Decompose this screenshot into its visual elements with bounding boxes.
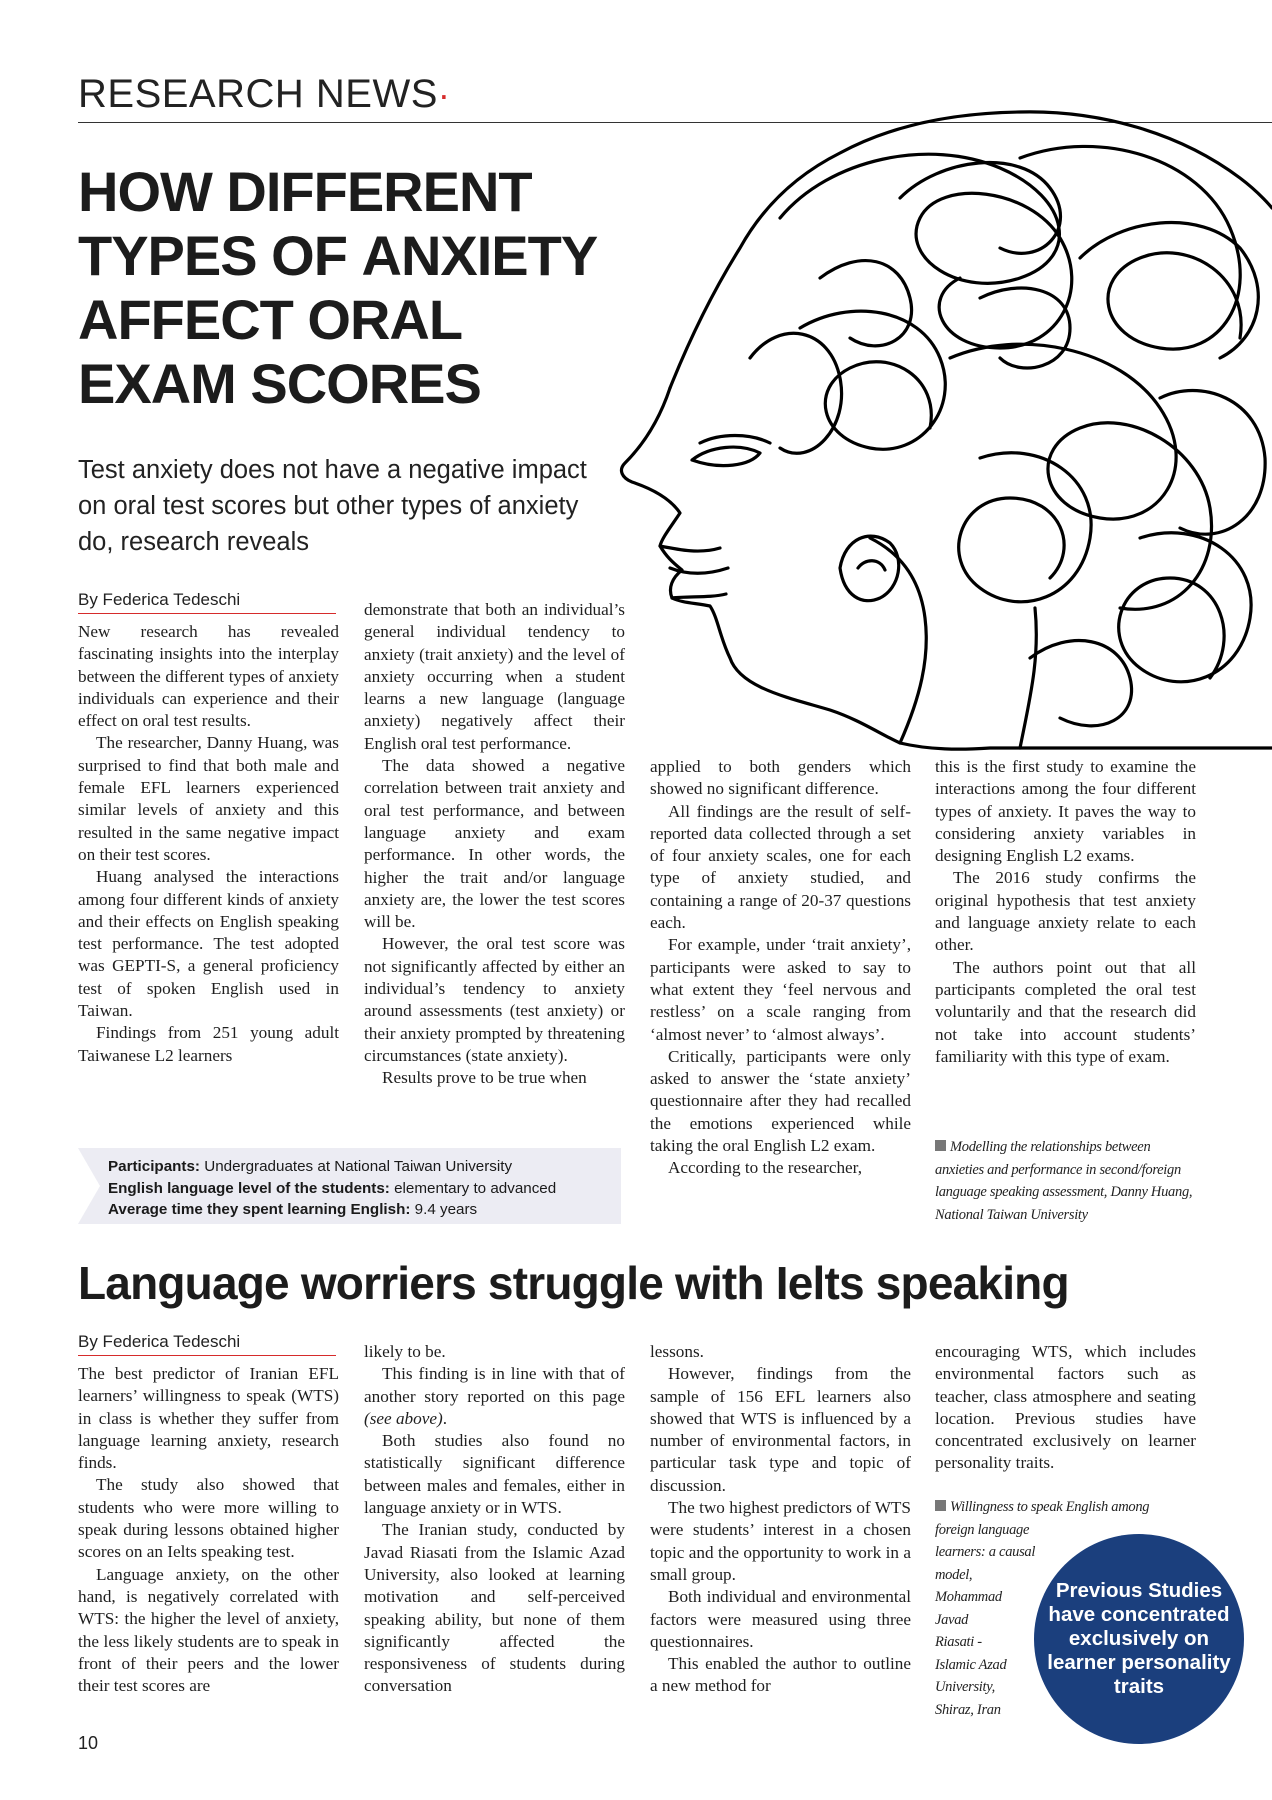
caption-line: model, (935, 1566, 973, 1583)
paragraph: encouraging WTS, which includes environmental factors such as teacher, class atmosphere and seating location. Previous studies have concentrated exclusively on learner personality traits. (935, 1342, 1196, 1473)
paragraph: applied to both genders which showed no significant difference. (650, 757, 911, 799)
article2-column-3 (650, 1341, 911, 1698)
infobox-line: Participants: Undergraduates at National Taiwan University (108, 1158, 513, 1175)
infobox-line: Average time they spent learning English: 9.4 years (108, 1201, 478, 1218)
infobox-lines (108, 1156, 556, 1221)
paragraph: This finding is in line with that of another story reported on this page (see above). (364, 1364, 625, 1428)
headline-line: AFFECT ORAL (78, 288, 463, 351)
paragraph: The study also showed that students who were more willing to speak during lessons obtained higher scores on an Ielts speaking test. (78, 1475, 339, 1562)
paragraph: This enabled the author to outline a new method for (650, 1654, 911, 1696)
article2-column-2 (364, 1341, 625, 1698)
paragraph: this is the first study to examine the interactions among the four different types of anxiety. It paves the way to considering anxiety variables in designing English L2 exams. (935, 757, 1196, 866)
pull-quote-circle (1034, 1534, 1244, 1744)
paragraph: The authors point out that all participants completed the oral test voluntarily and that the research did not take into account students’ familiarity with this type of exam. (935, 957, 1196, 1066)
article2-byline: By Federica Tedeschi (78, 1332, 336, 1356)
page-number: 10 (78, 1733, 99, 1753)
participants-infobox (78, 1148, 621, 1224)
caption-line: Mohammad (935, 1589, 1002, 1605)
head-scribble-illustration (600, 98, 1272, 760)
article2-column-1 (78, 1363, 339, 1697)
paragraph: likely to be. (364, 1342, 446, 1361)
caption-line: Javad (935, 1611, 969, 1628)
paragraph: All findings are the result of self-reported data collected through a set of four anxiety scales, one for each type of anxiety studied, and containing a range of 20-37 questions each. (650, 801, 911, 933)
paragraph: The researcher, Danny Huang, was surprised to find that both male and female EFL learners experienced similar levels of anxiety and this resulted in the same negative impact on their test scores. (78, 733, 339, 864)
article1-byline: By Federica Tedeschi (78, 590, 336, 614)
paragraph: Both individual and environmental factors were measured using three questionnaires. (650, 1587, 911, 1651)
caption-line: Willingness to speak English among (935, 1496, 1200, 1519)
paragraph: According to the researcher, (668, 1158, 863, 1178)
section-label: RESEARCH NEWS· (78, 72, 451, 116)
paragraph: The 2016 study confirms the original hypothesis that test anxiety and language anxiety relate to each other. (935, 868, 1196, 955)
pull-quote-text: Previous Studies have concentrated exclusively on learner personality traits (1047, 1579, 1231, 1698)
headline-line: HOW DIFFERENT (78, 160, 532, 223)
caption-line: University, (935, 1679, 995, 1695)
article1-column-4 (935, 756, 1196, 1068)
caption-line: foreign language (935, 1521, 1030, 1538)
infobox-line: English language level of the students: elementary to advanced (108, 1179, 557, 1197)
caption-line: learners: a causal (935, 1544, 1036, 1560)
paragraph: New research has revealed fascinating insights into the interplay between the different types of anxiety individuals can experience and their effect on oral test results. (78, 622, 339, 731)
article1-subhead: Test anxiety does not have a negative impact on oral test scores but other types of anxiety do, research reveals (78, 456, 587, 556)
article2-column-4 (935, 1341, 1196, 1475)
paragraph: The Iranian study, conducted by Javad Riasati from the Islamic Azad University, also looked at learning motivation and self-perceived speaking ability, but none of them significantly affected the responsiveness of students during conversation (364, 1520, 625, 1696)
article2-headline: Language worriers struggle with Ielts speaking (78, 1257, 1069, 1309)
caption-line: Islamic Azad (935, 1656, 1007, 1673)
paragraph: lessons. (650, 1342, 704, 1361)
article1-column-3 (650, 756, 911, 1180)
section-label-dot: · (437, 74, 451, 115)
caption-square-icon (935, 1500, 946, 1511)
paragraph: Results prove to be true when (382, 1068, 587, 1088)
paragraph: demonstrate that both an individual’s general individual tendency to anxiety (trait anxiety) and the level of anxiety occurring when a student learns a new language (language anxiety) negatively affect their English oral test performance. (364, 600, 625, 753)
paragraph: Findings from 251 young adult Taiwanese L2 learners (78, 1023, 339, 1065)
paragraph: The best predictor of Iranian EFL learners’ willingness to speak (WTS) in class is whether they suffer from language learning anxiety, research finds. (78, 1364, 339, 1473)
paragraph: Language anxiety, on the other hand, is negatively correlated with WTS: the higher the level of anxiety, the less likely students are to speak in front of their peers and the lower their test scores are (78, 1564, 339, 1696)
paragraph: Both studies also found no statistically significant difference between males and females, either in language anxiety or in WTS. (364, 1431, 625, 1518)
paragraph: However, findings from the sample of 156 EFL learners also showed that WTS is influenced by a number of environmental factors, in particular task type and topic of discussion. (650, 1364, 911, 1495)
headline-line: EXAM SCORES (78, 352, 481, 415)
caption-line: Shiraz, Iran (935, 1701, 1001, 1718)
paragraph: The two highest predictors of WTS were students’ interest in a chosen topic and the opportunity to work in a small group. (650, 1498, 911, 1584)
infobox-notch (78, 1148, 100, 1224)
article1-column-1 (78, 621, 339, 1067)
article1-caption: Modelling the relationships between anxieties and performance in second/foreign language speaking assessment, Danny Huang, National Taiwan University (935, 1139, 1193, 1223)
article1-column-2 (364, 599, 625, 1090)
article1-headline (78, 160, 638, 416)
paragraph: Huang analysed the interactions among four different kinds of anxiety and their effects on English speaking test performance. The test adopted was GEPTI-S, a general proficiency test of spoken English used in Taiwan. (78, 867, 339, 1021)
paragraph: The data showed a negative correlation between trait anxiety and oral test performance, and between language anxiety and exam performance. In other words, the higher the trait and/or language anxiety are, the lower the test scores will be. (364, 756, 625, 932)
headline-line: TYPES OF ANXIETY (78, 224, 598, 287)
paragraph: Critically, participants were only asked to answer the ‘state anxiety’ questionnaire after they had recalled the emotions experienced while taking the oral English L2 exam. (650, 1046, 911, 1156)
caption-line: Riasati - (935, 1634, 982, 1650)
paragraph: For example, under ‘trait anxiety’, participants were asked to say to what extent they ‘feel nervous and restless’ on a scale ranging from ‘almost never’ to ‘almost always’. (650, 935, 911, 1044)
caption-square-icon (935, 1140, 946, 1151)
paragraph: However, the oral test score was not significantly affected by either an individual’s tendency to anxiety around assessments (test anxiety) or their anxiety prompted by threatening circumstances (state anxiety). (364, 934, 625, 1065)
